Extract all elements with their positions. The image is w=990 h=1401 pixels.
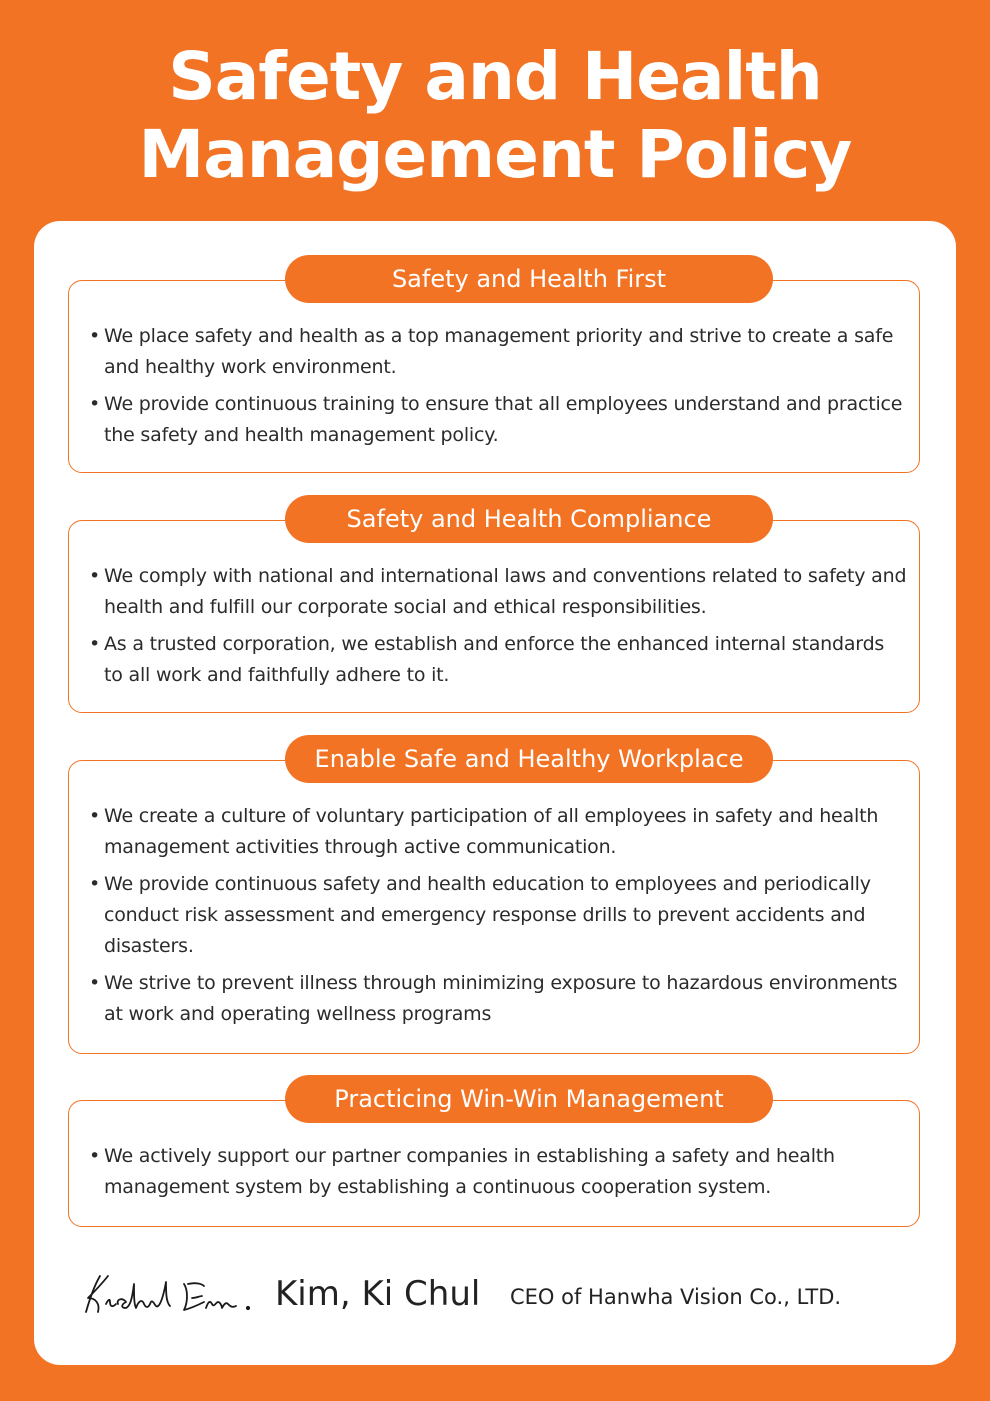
- bullet-text: We comply with national and international laws and conventions related to safety and health and fulfill our corporate social and ethical responsibilities.: [104, 565, 907, 618]
- signature-block: [0, 1262, 990, 1332]
- bullet-text: We provide continuous safety and health education to employees and periodically conduct risk assessment and emergency response drills to prevent accidents and disasters.: [104, 873, 871, 957]
- bullet-list: [89, 801, 907, 1036]
- page-title: [0, 38, 990, 194]
- section-safety-health-first: [68, 265, 920, 473]
- bullet-text: As a trusted corporation, we establish and enforce the enhanced internal standards to all work and faithfully adhere to it.: [104, 633, 885, 686]
- bullet-dot: •: [89, 972, 101, 994]
- section-safety-health-compliance: [68, 505, 920, 713]
- handwritten-signature: [76, 1268, 266, 1318]
- bullet-text: We create a culture of voluntary participation of all employees in safety and health management activities through active communication.: [104, 805, 879, 858]
- section-heading: Enable Safe and Healthy Workplace: [285, 735, 773, 783]
- section-heading: Practicing Win-Win Management: [285, 1075, 773, 1123]
- page-title-line-2: Management Policy: [138, 116, 852, 193]
- bullet-text: We provide continuous training to ensure that all employees understand and practice the safety and health management policy.: [104, 393, 903, 446]
- bullet-list: [89, 561, 907, 697]
- bullet-dot: •: [89, 1145, 101, 1167]
- section-heading: Safety and Health First: [285, 255, 773, 303]
- bullet-dot: •: [89, 633, 101, 655]
- bullet-text: We strive to prevent illness through minimizing exposure to hazardous environments at work and operating wellness programs: [104, 972, 898, 1025]
- ceo-title: CEO of Hanwha Vision Co., LTD.: [510, 1285, 842, 1309]
- bullet-dot: •: [89, 393, 101, 415]
- list-item: [89, 869, 907, 962]
- list-item: [89, 321, 907, 383]
- list-item: [89, 629, 907, 691]
- bullet-text: We place safety and health as a top management priority and strive to create a safe and healthy work environment.: [104, 325, 894, 378]
- list-item: [89, 968, 907, 1030]
- bullet-dot: •: [89, 325, 101, 347]
- section-win-win-management: [68, 1085, 920, 1227]
- section-safe-healthy-workplace: [68, 745, 920, 1054]
- list-item: [89, 389, 907, 451]
- page-title-line-1: Safety and Health: [168, 38, 822, 115]
- list-item: [89, 801, 907, 863]
- bullet-list: [89, 1141, 907, 1209]
- bullet-text: We actively support our partner companies in establishing a safety and health management system by establishing a continuous cooperation system.: [104, 1145, 835, 1198]
- list-item: [89, 561, 907, 623]
- bullet-dot: •: [89, 805, 101, 827]
- section-heading: Safety and Health Compliance: [285, 495, 773, 543]
- policy-card: [34, 221, 956, 1365]
- bullet-dot: •: [89, 565, 101, 587]
- list-item: [89, 1141, 907, 1203]
- bullet-list: [89, 321, 907, 457]
- bullet-dot: •: [89, 873, 101, 895]
- ceo-name: Kim, Ki Chul: [275, 1274, 481, 1314]
